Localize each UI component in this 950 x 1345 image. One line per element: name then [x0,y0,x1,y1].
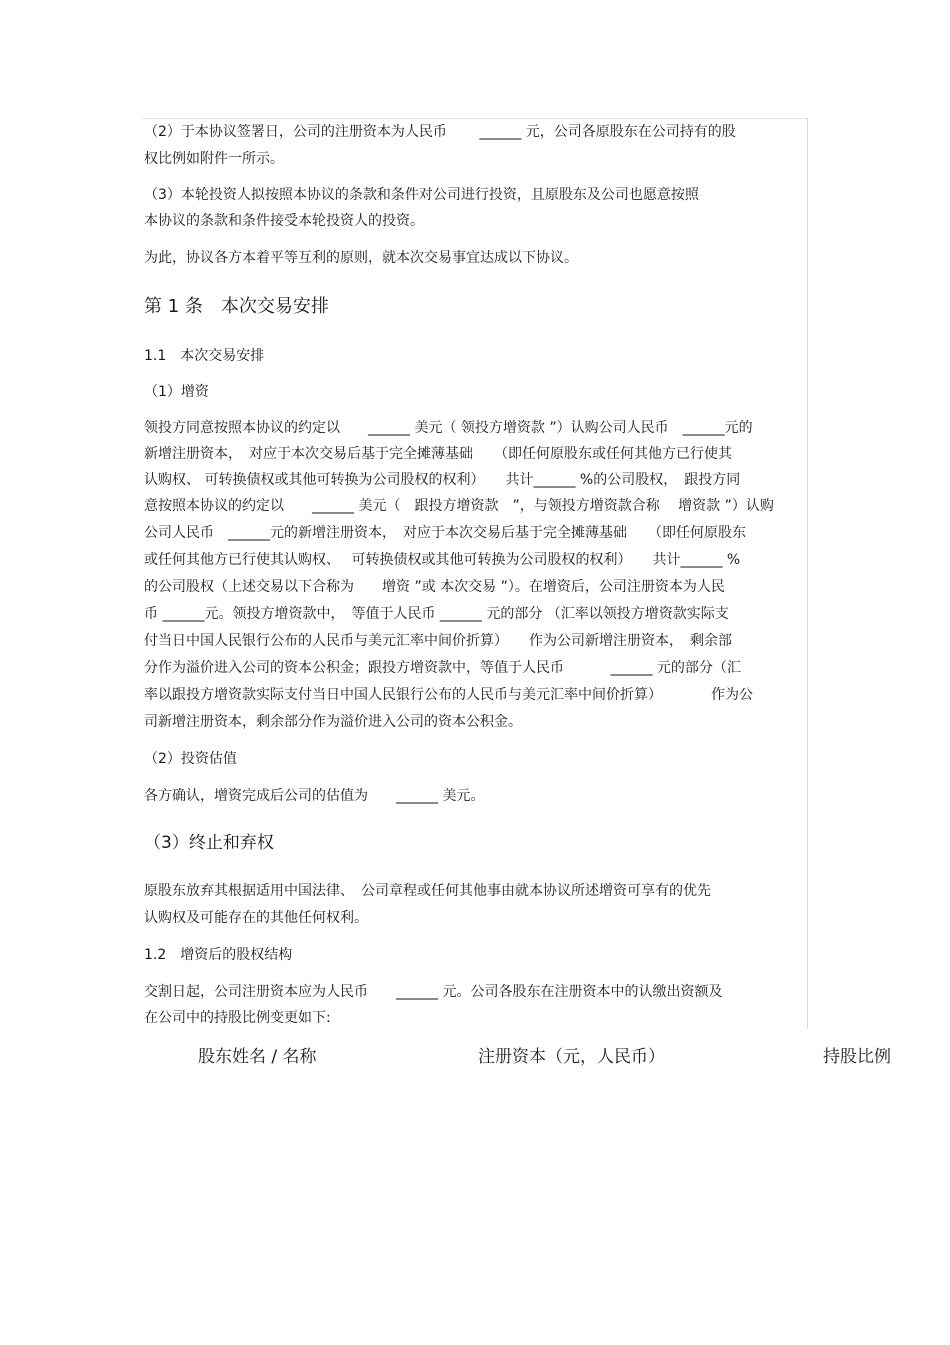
paragraph-line: 领投方同意按照本协议的约定以 ______ 美元（ 领投方增资款 ”）认购公司人民币 ______元的 [144,420,753,436]
paragraph-line: 司新增注册资本，剩余部分作为溢价进入公司的资本公积金。 [144,714,522,730]
paragraph-line: 或任何其他方已行使其认购权、 可转换债权或其他可转换为公司股权的权利） 共计______ % [144,552,741,568]
paragraph-line: 权比例如附件一所示。 [144,151,284,167]
paragraph-line: 分作为溢价进入公司的资本公积金；跟投方增资款中，等值于人民币 ______ 元的部分（汇 [144,660,741,676]
paragraph-line: 付当日中国人民银行公布的人民币与美元汇率中间价折算） 作为公司新增注册资本， 剩余部 [144,633,732,649]
table-header-capital: 注册资本（元，人民币） [478,1047,665,1067]
paragraph-line: （3）本轮投资人拟按照本协议的条款和条件对公司进行投资，且原股东及公司也愿意按照 [144,187,699,203]
paragraph-line: 公司人民币 ______元的新增注册资本， 对应于本次交易后基于完全摊薄基础 （即任何原股东 [144,525,746,541]
subsection-heading: （3）终止和弃权 [144,833,274,853]
paragraph-line: 意按照本协议的约定以 ______ 美元（ 跟投方增资款 ”，与领投方增资款合称 增资款 ”）认购 [144,498,774,514]
paragraph-line: 为此，协议各方本着平等互利的原则，就本次交易事宜达成以下协议。 [144,250,578,266]
paragraph-line: 币 ______元。领投方增资款中， 等值于人民币 ______ 元的部分 （汇率以领投方增资款实际支 [144,606,729,622]
paragraph-line: 交割日起，公司注册资本应为人民币 ______ 元。公司各股东在注册资本中的认缴出资额及 [144,984,723,1000]
paragraph-line: 认购权及可能存在的其他任何权利。 [144,910,368,926]
section-heading: 1.2 增资后的股权结构 [144,947,293,963]
paragraph-line: 认购权、 可转换债权或其他可转换为公司股权的权利） 共计______ %的公司股权， 跟投方同 [144,472,741,488]
paragraph-line: 原股东放弃其根据适用中国法律、 公司章程或任何其他事由就本协议所述增资可享有的优先 [144,883,711,899]
paragraph-line: 本协议的条款和条件接受本轮投资人的投资。 [144,213,424,229]
section-heading: 1.1 本次交易安排 [144,348,265,364]
article-heading: 第 1 条 本次交易安排 [144,296,329,317]
paragraph-line: 新增注册资本， 对应于本次交易后基于完全摊薄基础 （即任何原股东或任何其他方已行使其 [144,446,732,462]
paragraph-line: 率以跟投方增资款实际支付当日中国人民银行公布的人民币与美元汇率中间价折算） 作为公 [144,687,753,703]
subsection-heading: （2）投资估值 [144,751,237,767]
paragraph-line: 的公司股权（上述交易以下合称为 增资 ”或 本次交易 ”）。在增资后，公司注册资本为人民 [144,579,725,595]
paragraph-line: 各方确认，增资完成后公司的估值为 ______ 美元。 [144,788,485,804]
paragraph-line: （2）于本协议签署日，公司的注册资本为人民币 ______ 元，公司各原股东在公司持有的股 [144,124,736,140]
subsection-heading: （1）增资 [144,384,209,400]
paragraph-line: 在公司中的持股比例变更如下: [144,1010,331,1026]
table-header-ratio: 持股比例 [823,1047,891,1067]
table-header-name: 股东姓名 / 名称 [198,1047,317,1067]
